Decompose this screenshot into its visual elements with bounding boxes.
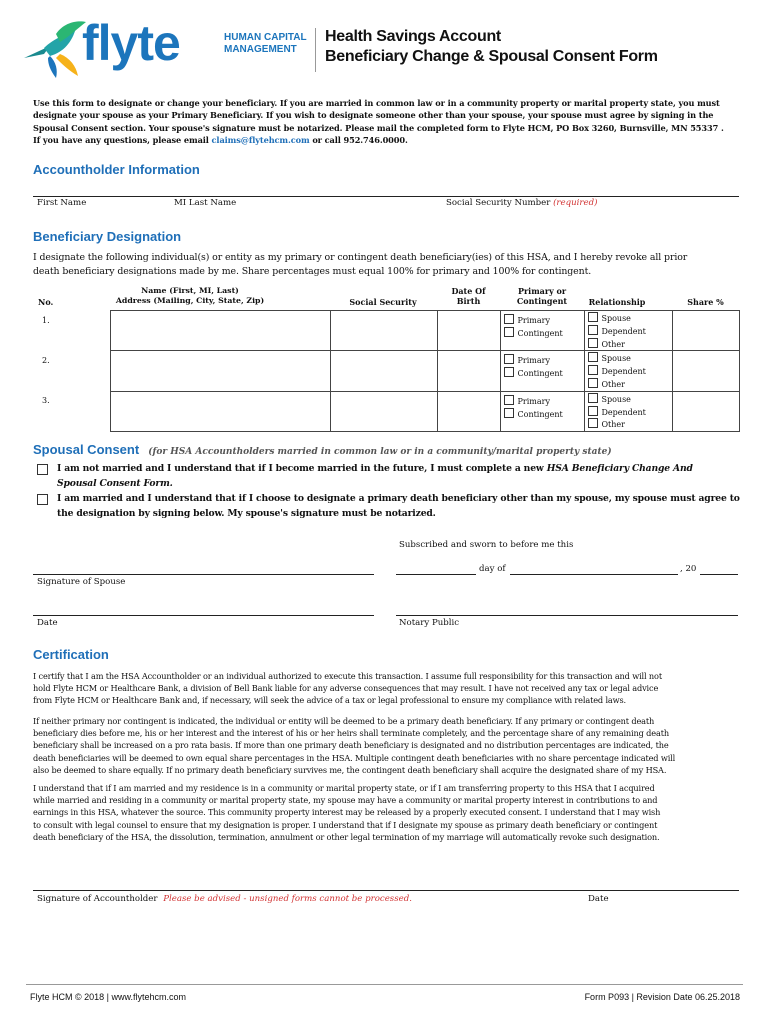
checkbox-icon[interactable]: [504, 408, 514, 418]
primary-option[interactable]: Primary: [504, 314, 584, 327]
checkbox-icon[interactable]: [504, 314, 514, 324]
checkbox-icon[interactable]: [504, 367, 514, 377]
other-option[interactable]: Other: [588, 338, 672, 351]
signature-of-spouse-label: Signature of Spouse: [37, 577, 126, 587]
col-name: Name (First, MI, Last) Address (Mailing, City, State, Zip): [115, 286, 265, 305]
primary-option[interactable]: Primary: [504, 395, 584, 408]
name-address-cell[interactable]: [110, 351, 330, 391]
checkbox-icon[interactable]: [588, 352, 598, 362]
brand-name: flyte: [82, 15, 180, 71]
footer-left: Flyte HCM © 2018 | www.flytehcm.com: [30, 992, 187, 1002]
col-ssn: Social Security: [349, 297, 417, 307]
checkbox-icon[interactable]: [37, 494, 48, 505]
page-title-1: Health Savings Account: [325, 28, 501, 45]
beneficiary-heading: Beneficiary Designation: [33, 229, 182, 244]
table-row: [33, 311, 739, 351]
spousal-option-2[interactable]: I am married and I understand that if I choose to designate a primary death beneficiary other than my spouse, my spouse must agree to the designation by signing below. My spouse's signature must be notarized.: [37, 492, 747, 521]
other-option[interactable]: Other: [588, 418, 672, 431]
day-line[interactable]: [396, 574, 476, 575]
month-line[interactable]: [510, 574, 678, 575]
col-share: Share %: [687, 297, 724, 307]
dependent-option[interactable]: Dependent: [588, 406, 672, 419]
header-divider: [315, 28, 316, 72]
cert-date-label: Date: [588, 894, 609, 904]
beneficiary-table: [33, 310, 740, 432]
primary-contingent-cell: [500, 351, 584, 391]
spouse-option[interactable]: Spouse: [588, 352, 672, 365]
dependent-option[interactable]: Dependent: [588, 365, 672, 378]
page-title-2: Beneficiary Change & Spousal Consent Form: [325, 48, 658, 65]
table-row: [33, 351, 739, 391]
certification-heading: Certification: [33, 647, 109, 662]
certification-paragraph-1: I certify that I am the HSA Accountholder or an individual authorized to execute this transaction. I assume full responsibility for this transaction and will not hold Flyte HCM or Healthcare Bank, a division of Bell Bank liable for any adverse consequences that may result. I have not received any tax or legal advice from Flyte HCM or Healthcare Bank and, if necessary, will seek the advice of a tax or legal professional to ensure my compliance with related laws.: [33, 671, 662, 706]
col-primary-contingent: Primary or Contingent: [516, 286, 568, 306]
intro-line-3: Spousal Consent section. Your spouse's signature must be notarized. Please mail the completed form to Flyte HCM, PO Box 3260, Burnsville, MN 55337 .: [33, 122, 724, 133]
col-relationship: Relationship: [588, 297, 646, 307]
spousal-option-1[interactable]: I am not married and I understand that if I become married in the future, I must complete a new HSA Beneficiary Change And Spousal Consent Form.: [37, 462, 747, 491]
col-dob: Date Of Birth: [451, 286, 486, 306]
primary-contingent-cell: [500, 391, 584, 431]
spousal-heading: Spousal Consent: [33, 442, 140, 457]
contingent-option[interactable]: Contingent: [504, 367, 584, 380]
footer-right: Form P093 | Revision Date 06.25.2018: [584, 992, 740, 1002]
intro-line-1: Use this form to designate or change your beneficiary. If you are married in common law or in a community property or marital property state, you must: [33, 98, 720, 108]
signature-accountholder-label: Signature of Accountholder Please be advised - unsigned forms cannot be processed.: [37, 894, 412, 904]
footer-line: [26, 984, 743, 985]
row-no: 2.: [42, 355, 50, 365]
other-option[interactable]: Other: [588, 378, 672, 391]
row-no: 3.: [42, 396, 50, 406]
name-address-cell[interactable]: [110, 311, 330, 351]
checkbox-icon[interactable]: [588, 406, 598, 416]
spouse-option[interactable]: Spouse: [588, 312, 672, 325]
certification-paragraph-2: If neither primary nor contingent is indicated, the individual or entity will be deemed to be a primary death beneficiary. If any primary or contingent death beneficiary dies before me, his or her interest and the interest of his or her heirs shall terminate completely, and the percentage share of any remaining death beneficiary shall be increased on a pro rata basis. If more than one primary death beneficiary is designated and no distribution percentages are indicated, the death beneficiaries will be deemed to own equal share percentages in the HSA. Multiple contingent death beneficiaries with no share percentage indicated will also be deemed to share equally. If no primary death beneficiary survives me, the contingent death beneficiary shall acquire the designated share of my HSA.: [33, 716, 676, 775]
year-line[interactable]: [700, 574, 738, 575]
email-link[interactable]: claims@flytehcm.com: [211, 134, 310, 145]
intro-line-2: designate your spouse as your Primary Beneficiary. If you wish to designate someone other than your spouse, your spouse must agree by signing in the: [33, 110, 714, 121]
checkbox-icon[interactable]: [588, 338, 598, 348]
last-name-input[interactable]: [170, 178, 430, 195]
ssn-input[interactable]: [443, 178, 739, 195]
sworn-text: Subscribed and sworn to before me this: [399, 540, 574, 550]
ssn-cell[interactable]: [330, 391, 437, 431]
date-line[interactable]: [33, 615, 374, 616]
accountholder-heading: Accountholder Information: [33, 162, 200, 177]
logo: [20, 15, 320, 80]
day-of-label: day of: [479, 564, 506, 574]
hummingbird-icon: [20, 18, 90, 80]
intro-text: [33, 97, 753, 146]
brand-sub-1: HUMAN CAPITAL: [224, 32, 307, 43]
table-row: [33, 391, 739, 431]
checkbox-icon[interactable]: [588, 325, 598, 335]
name-address-cell[interactable]: [110, 391, 330, 431]
accountholder-signature-line[interactable]: [33, 890, 739, 891]
relationship-cell: [584, 391, 672, 431]
checkbox-icon[interactable]: [37, 464, 48, 475]
required-tag: (required): [553, 198, 598, 208]
ssn-cell[interactable]: [330, 311, 437, 351]
spousal-heading-row: [33, 439, 612, 458]
notary-line[interactable]: [396, 615, 738, 616]
intro-line-4: If you have any questions, please email claims@flytehcm.com or call 952.746.0000.: [33, 134, 408, 145]
brand-sub-2: MANAGEMENT: [224, 44, 297, 55]
share-cell[interactable]: [672, 391, 739, 431]
first-name-input[interactable]: [33, 178, 163, 195]
checkbox-icon[interactable]: [588, 418, 598, 428]
unsigned-warning: Please be advised - unsigned forms cannot be processed.: [163, 894, 412, 904]
relationship-cell: [584, 351, 672, 391]
dependent-option[interactable]: Dependent: [588, 325, 672, 338]
dob-cell[interactable]: [437, 351, 500, 391]
share-cell[interactable]: [672, 311, 739, 351]
ssn-label: Social Security Number (required): [446, 198, 598, 208]
checkbox-icon[interactable]: [504, 395, 514, 405]
checkbox-icon[interactable]: [504, 354, 514, 364]
checkbox-icon[interactable]: [504, 327, 514, 337]
primary-option[interactable]: Primary: [504, 354, 584, 367]
checkbox-icon[interactable]: [588, 378, 598, 388]
date-label: Date: [37, 618, 58, 628]
checkbox-icon[interactable]: [588, 312, 598, 322]
checkbox-icon[interactable]: [588, 393, 598, 403]
share-cell[interactable]: [672, 351, 739, 391]
contingent-option[interactable]: Contingent: [504, 408, 584, 421]
primary-contingent-cell: [500, 311, 584, 351]
ssn-cell[interactable]: [330, 351, 437, 391]
spouse-option[interactable]: Spouse: [588, 393, 672, 406]
beneficiary-text: I designate the following individual(s) or entity as my primary or contingent death beneficiary(ies) of this HSA, and I hereby revoke all prior death beneficiary designations made by me. Share percentages must equal 100% for primary and 100% for contingent.: [33, 252, 688, 277]
first-name-label: First Name: [37, 198, 87, 208]
last-name-label: MI Last Name: [174, 198, 237, 208]
checkbox-icon[interactable]: [588, 365, 598, 375]
relationship-cell: [584, 311, 672, 351]
notary-label: Notary Public: [399, 618, 460, 628]
spousal-note: (for HSA Accountholders married in common law or in a community/marital property state): [148, 447, 612, 457]
dob-cell[interactable]: [437, 391, 500, 431]
col-no: No.: [38, 297, 54, 307]
dob-cell[interactable]: [437, 311, 500, 351]
spouse-signature-line[interactable]: [33, 574, 374, 575]
accountholder-line: [33, 196, 739, 197]
row-no: 1.: [42, 315, 50, 325]
contingent-option[interactable]: Contingent: [504, 327, 584, 340]
certification-paragraph-3: I understand that if I am married and my residence is in a community or marital property state, or if I am transferring property to this HSA that I acquired while married and residing in a community or marital property state, my spouse may have a community or marital property interest in contributions to and earnings in this HSA, whatever the source. This community property interest may be released by a properly executed consent. I understand that I may wish to consult with legal counsel to ensure that my designation is proper. I understand that if I designate my spouse as primary death beneficiary or contingent death beneficiary of the HSA, the dissolution, termination, annulment or other legal termination of my marriage will automatically revoke such designation.: [33, 783, 661, 842]
year-label: , 20: [680, 564, 697, 574]
